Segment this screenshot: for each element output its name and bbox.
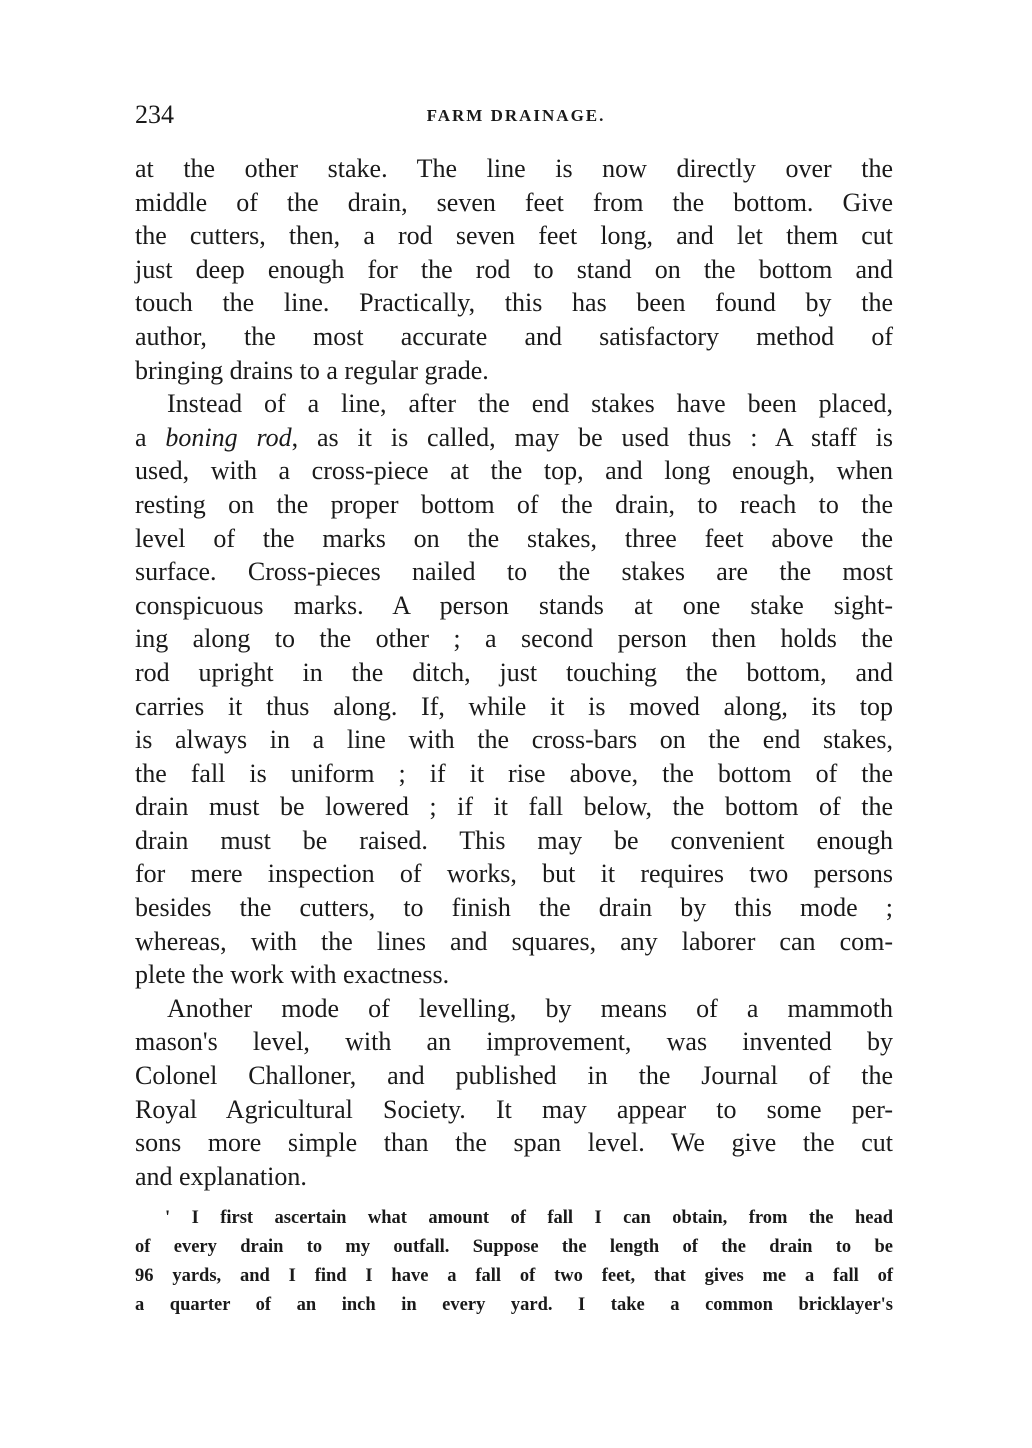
extract-quote xyxy=(135,1204,893,1320)
text-line: sons more simple than the span level. We give the cut xyxy=(135,1128,893,1158)
text-line: and explanation. xyxy=(135,1161,307,1191)
text-segment: , as it is called, may be used thus : A staff is xyxy=(291,422,893,452)
text-line: middle of the drain, seven feet from the bottom. Give xyxy=(135,187,893,217)
text-line: of every drain to my outfall. Suppose the length of the drain to be xyxy=(135,1237,893,1257)
text-line: is always in a line with the cross-bars on the end stakes, xyxy=(135,725,893,755)
italic-term: boning rod xyxy=(165,422,292,452)
text-line: Another mode of levelling, by means of a mammoth xyxy=(167,993,893,1023)
text-line: the cutters, then, a rod seven feet long, and let them cut xyxy=(135,221,893,251)
text-line: drain must be lowered ; if it fall below, the bottom of the xyxy=(135,792,893,822)
text-line: conspicuous marks. A person stands at one stake sight- xyxy=(135,590,893,620)
running-head: FARM DRAINAGE. xyxy=(426,106,606,125)
text-line: mason's level, with an improvement, was invented by xyxy=(135,1027,893,1057)
text-line: besides the cutters, to finish the drain by this mode ; xyxy=(135,893,893,923)
text-line: level of the marks on the stakes, three feet above the xyxy=(135,523,893,553)
text-line: rod upright in the ditch, just touching the bottom, and xyxy=(135,657,893,687)
text-line: Colonel Challoner, and published in the Journal of the xyxy=(135,1061,893,1091)
text-line: surface. Cross-pieces nailed to the stakes are the most xyxy=(135,557,893,587)
text-line: Royal Agricultural Society. It may appear to some per- xyxy=(135,1094,893,1124)
text-line: resting on the proper bottom of the drain, to reach to the xyxy=(135,489,893,519)
text-line: touch the line. Practically, this has been found by the xyxy=(135,288,893,318)
page-number: 234 xyxy=(135,100,174,129)
text-line: ' I first ascertain what amount of fall I can obtain, from the head xyxy=(165,1208,893,1228)
text-line: at the other stake. The line is now directly over the xyxy=(135,154,893,183)
text-line: a quarter of an inch in every yard. I take a common bricklayer's xyxy=(135,1295,893,1315)
text-line: Instead of a line, after the end stakes have been placed, xyxy=(167,389,893,419)
text-line: bringing drains to a regular grade. xyxy=(135,355,489,385)
text-line: drain must be raised. This may be convenient enough xyxy=(135,825,893,855)
text-line: author, the most accurate and satisfactory method of xyxy=(135,321,893,351)
text-line: ing along to the other ; a second person then holds the xyxy=(135,624,893,654)
text-line: 96 yards, and I find I have a fall of two feet, that gives me a fall of xyxy=(135,1266,893,1286)
text-line: used, with a cross-piece at the top, and long enough, when xyxy=(135,456,893,486)
body-text xyxy=(135,152,893,1193)
text-line: carries it thus along. If, while it is moved along, its top xyxy=(135,691,893,721)
text-line: plete the work with exactness. xyxy=(135,960,450,990)
text-line xyxy=(135,421,893,455)
text-line: whereas, with the lines and squares, any laborer can com- xyxy=(135,926,893,956)
text-line: for mere inspection of works, but it requires two persons xyxy=(135,859,893,889)
text-segment: a xyxy=(135,422,166,452)
text-line: the fall is uniform ; if it rise above, the bottom of the xyxy=(135,758,893,788)
text-line: just deep enough for the rod to stand on the bottom and xyxy=(135,254,893,284)
